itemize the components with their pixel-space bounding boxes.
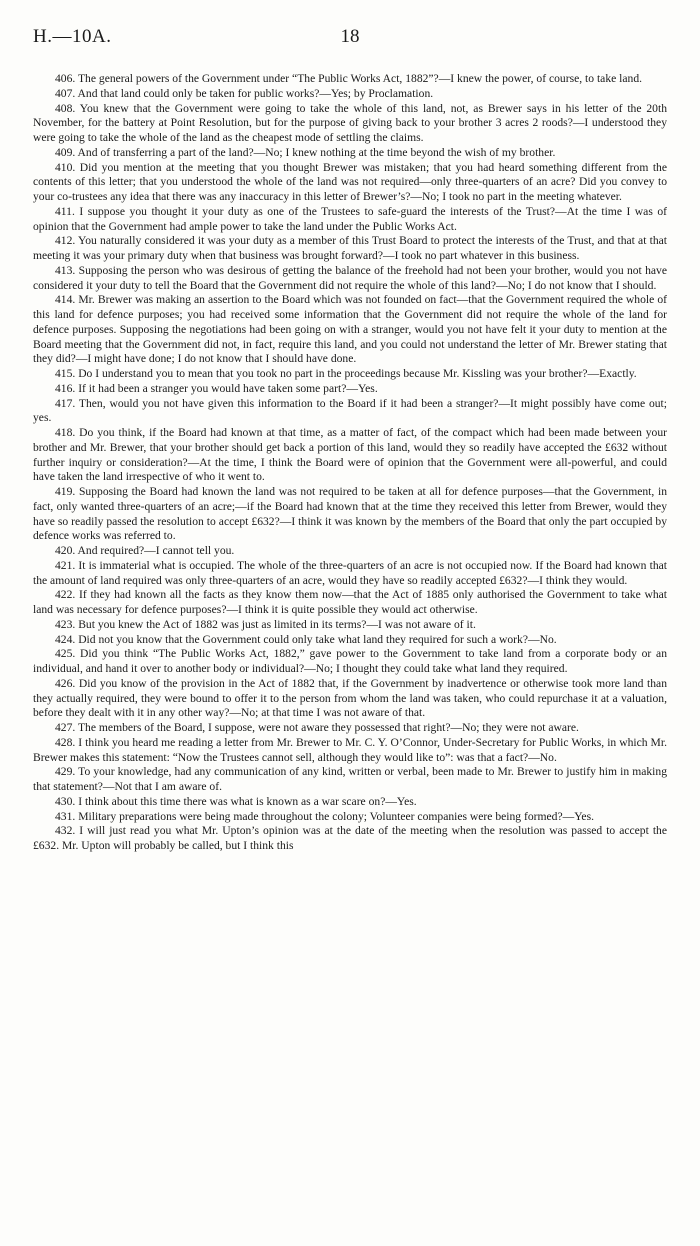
question-425: 425. Did you think “The Public Works Act, 1882,” gave power to the Government to take land from a corporate body or an individual, and hand it over to another body or individual?—No; I thought they could take what land they required. (33, 647, 667, 675)
question-415: 415. Do I understand you to mean that you took no part in the proceedings because Mr. Kissling was your brother?—Exactly. (55, 367, 637, 380)
question-424: 424. Did not you know that the Government could only take what land they required for such a work?—No. (55, 632, 557, 646)
document-body (33, 72, 667, 854)
question-429: 429. To your knowledge, had any communication of any kind, written or verbal, been made to Mr. Brewer to justify him in making that statement?—Not that I am aware of. (33, 765, 667, 793)
question-422: 422. If they had known all the facts as they know them now—that the Act of 1885 only authorised the Government to take what land was necessary for defence purposes?—I think it is quite possible they would act otherwise. (33, 588, 667, 616)
question-428: 428. I think you heard me reading a letter from Mr. Brewer to Mr. C. Y. O’Connor, Under-Secretary for Public Works, in which Mr. Brewer makes this statement: “Now the Trustees cannot sell, although they would like to”: was that a fact?—No. (33, 735, 667, 764)
question-409: 409. And of transferring a part of the land?—No; I knew nothing at the time beyond the wish of my brother. (55, 145, 556, 159)
question-406: 406. The general powers of the Government under “The Public Works Act, 1882”?—I knew the power, of course, to take land. (55, 72, 643, 85)
question-419: 419. Supposing the Board had known the land was not required to be taken at all for defence purposes—that the Government, in fact, only wanted three-quarters of an acre;—if the Board had known that at the time they received this letter from Brewer, would they have so readily passed the resolution to accept £632?—I think it was known by the members of the Board that only the part occupied by defence works was referred to. (33, 485, 667, 543)
question-431: 431. Military preparations were being made throughout the colony; Volunteer companies were being formed?—Yes. (55, 809, 594, 823)
question-410: 410. Did you mention at the meeting that you thought Brewer was mistaken; that you had heard something different from the contents of this letter; that you understood the whole of the land was not required—only three-quarters of an acre? Did you convey to your co-trustees any idea that there was any inaccuracy in this letter of Brewer’s?—No; I took no part in the meeting whatever. (33, 160, 667, 203)
question-423: 423. But you knew the Act of 1882 was just as limited in its terms?—I was not aware of it. (55, 617, 476, 631)
question-413: 413. Supposing the person who was desirous of getting the balance of the freehold had not been your brother, would you not have considered it your duty to tell the Board that the Government did not require the whole of this land?—No; I do not know that I should. (33, 263, 667, 292)
document-id: H.—10A. (33, 26, 112, 47)
question-412: 412. You naturally considered it was your duty as a member of this Trust Board to protect the interests of the Trust, and that at that meeting it was your primary duty when that business was brought forward?—I took no part whatever in this business. (33, 234, 667, 262)
question-427: 427. The members of the Board, I suppose, were not aware they possessed that right?—No; they were not aware. (55, 721, 579, 734)
question-421: 421. It is immaterial what is occupied. The whole of the three-quarters of an acre is not occupied now. If the Board had known that the amount of land required was only three-quarters of an acre, would they have so readily accepted £632?—I think they would. (33, 558, 667, 587)
question-408: 408. You knew that the Government were going to take the whole of this land, not, as Brewer says in his letter of the 20th November, for the battery at Point Resolution, but for the purpose of giving back to your brother 3 acres 2 roods?—I understood they were going to take the whole of the land as the cheapest mode of settling the claims. (33, 101, 667, 144)
question-430: 430. I think about this time there was what is known as a war scare on?—Yes. (55, 794, 417, 808)
page-number: 18 (340, 26, 360, 47)
question-420: 420. And required?—I cannot tell you. (55, 544, 235, 557)
question-417: 417. Then, would you not have given this information to the Board if it had been a stranger?—It might possibly have come out; yes. (33, 396, 667, 425)
question-416: 416. If it had been a stranger you would have taken some part?—Yes. (55, 381, 378, 395)
question-432: 432. I will just read you what Mr. Upton’s opinion was at the date of the meeting when the resolution was passed to accept the £632. Mr. Upton will probably be called, but I think this (33, 824, 667, 852)
page-header (33, 26, 667, 54)
question-407: 407. And that land could only be taken for public works?—Yes; by Proclamation. (55, 86, 434, 100)
question-418: 418. Do you think, if the Board had known at that time, as a matter of fact, of the compact which had been made between your brother and Mr. Brewer, that your brother should get back a portion of this land, would they so readily have accepted the £632 without further inquiry or consideration?—At the time, I think the Board were of opinion that the Government were all-powerful, and could have taken the land irrespective of who it went to. (33, 426, 667, 484)
question-426: 426. Did you know of the provision in the Act of 1882 that, if the Government by inadvertence or otherwise took more land than they actually required, they were bound to offer it to the person from whom the land was taken, who could repurchase it at a valuation, before they dealt with it in any other way?—No; at that time I was not aware of that. (33, 676, 667, 720)
question-414: 414. Mr. Brewer was making an assertion to the Board which was not founded on fact—that the Government required the whole of this land for defence purposes; you had received some information that the Government did not require the whole of the land for defence purposes. Supposing the negotiations had been going on with a stranger, would you not have felt it your duty to mention at the Board meeting that the Government did not, in fact, require this land, and you could not understand the letter of Mr. Brewer stating that they did?—I might have done; I do not know that I should have done. (33, 293, 667, 366)
question-411: 411. I suppose you thought it your duty as one of the Trustees to safe-guard the interests of the Trust?—At the time I was of opinion that the Government had ample power to take the land under the Public Works Act. (33, 204, 667, 233)
